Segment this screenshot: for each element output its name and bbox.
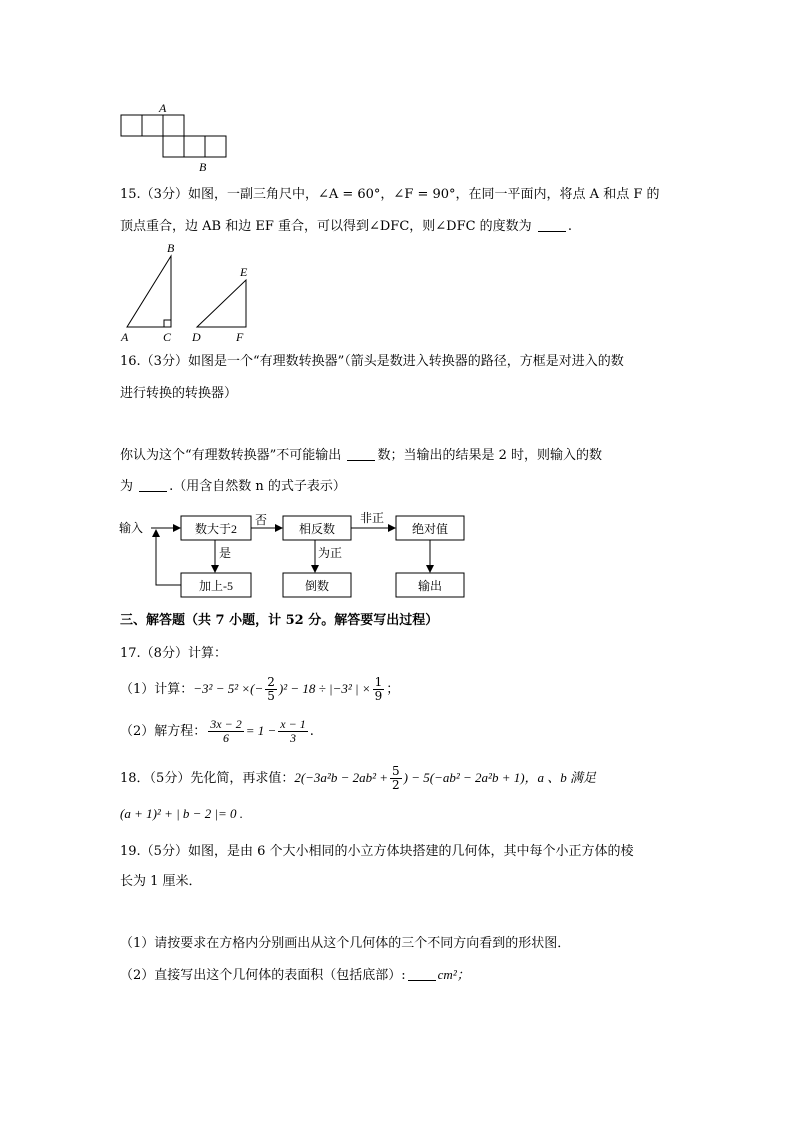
label-b: B bbox=[199, 160, 207, 174]
box-reciprocal-label: 倒数 bbox=[304, 579, 330, 593]
q16-line2: 进行转换的转换器） bbox=[120, 386, 238, 401]
label-a: A bbox=[121, 330, 129, 344]
q16-line4 bbox=[120, 478, 346, 496]
flow-positive-label: 为正 bbox=[318, 546, 343, 560]
q18-line1-text: 18．（5分）先化简，再求值： bbox=[120, 771, 295, 786]
q17-p2-mid: = 1 − bbox=[245, 723, 277, 738]
q18-line1-end: a 、b 满足 bbox=[537, 770, 597, 785]
answer-blank[interactable] bbox=[538, 219, 566, 232]
q17-p1-expr-b: )² − 18 ÷ |−3² | × bbox=[278, 681, 371, 696]
answer-blank[interactable] bbox=[347, 448, 375, 461]
right-angle-mark bbox=[164, 320, 171, 327]
grid-cell bbox=[205, 136, 226, 157]
q16-line1: 16.（3分）如图是一个“有理数转换器”（箭头是数进入转换器的路径，方框是对进入的数 bbox=[120, 354, 624, 369]
grid-cell bbox=[184, 136, 205, 157]
q16-line4-end: .（用含自然数 n 的式子表示） bbox=[169, 479, 346, 494]
q16-line3-mid: 数；当输出的结果是 2 时，则输入的数 bbox=[377, 448, 602, 463]
triangle-def bbox=[197, 280, 246, 327]
flow-non-positive-label: 非正 bbox=[360, 511, 385, 525]
label-c: C bbox=[163, 330, 172, 344]
q15-line2-end: . bbox=[567, 219, 572, 234]
triangle-abc bbox=[127, 256, 171, 327]
q16-line4-text: 为 bbox=[120, 479, 134, 494]
fraction: $\frac{5}{2}$ bbox=[392, 764, 400, 792]
q19-line1: 19.（5分）如图，是由 6 个大小相同的小立方体块搭建的几何体，其中每个小正方体的棱 bbox=[120, 844, 634, 859]
q16-line3 bbox=[120, 447, 602, 465]
q17-p1-expr-a: −3² − 5² ×(− bbox=[193, 681, 264, 696]
q18-expr-b: ) − 5(−ab² − 2a²b + 1)， bbox=[403, 770, 538, 785]
q18-expr-a: 2(−3a²b − 2ab² + bbox=[294, 770, 389, 785]
fraction: $\frac{1}{9}$ bbox=[374, 675, 383, 703]
q15-figure bbox=[115, 240, 265, 345]
q17-part1 bbox=[120, 676, 399, 703]
grid-cell bbox=[163, 136, 184, 157]
fraction: $\frac{x - 1}{3}$ bbox=[280, 717, 306, 745]
label-e: E bbox=[240, 265, 248, 279]
q17-p2-label: （2）解方程： bbox=[120, 724, 207, 739]
label-d: D bbox=[192, 330, 201, 344]
q17-p1-end: ； bbox=[386, 682, 400, 697]
q18-line2: (a + 1)² + | b − 2 |= 0 . bbox=[120, 806, 244, 821]
label-a: A bbox=[159, 101, 167, 115]
flow-input-label: 输入 bbox=[119, 521, 144, 535]
answer-blank[interactable] bbox=[408, 968, 436, 981]
q17-p2-end: . bbox=[309, 724, 314, 739]
q14-figure bbox=[115, 100, 240, 175]
q18-line1 bbox=[120, 765, 596, 792]
q16-flowchart bbox=[115, 505, 475, 605]
flow-yes-label: 是 bbox=[219, 546, 232, 560]
q17-p1-label: （1）计算： bbox=[120, 682, 194, 697]
box-output-label: 输出 bbox=[417, 579, 443, 593]
box-abs-label: 绝对值 bbox=[411, 522, 449, 536]
q16-line3-text: 你认为这个“有理数转换器”不可能输出 bbox=[120, 448, 342, 463]
answer-blank[interactable] bbox=[139, 479, 167, 492]
q19-p2-text: （2）直接写出这个几何体的表面积（包括底部）: bbox=[120, 968, 406, 983]
q19-part2 bbox=[120, 966, 470, 985]
q15-line2-text: 顶点重合，边 AB 和边 EF 重合，可以得到∠DFC，则∠DFC 的度数为 bbox=[120, 219, 532, 234]
label-b: B bbox=[167, 241, 175, 255]
q15-line2 bbox=[120, 218, 572, 236]
box-compare-label: 数大于2 bbox=[194, 522, 238, 536]
box-opposite-label: 相反数 bbox=[298, 522, 336, 536]
q17-part2 bbox=[120, 718, 314, 745]
q19-part1: （1）请按要求在方格内分别画出从这个几何体的三个不同方向看到的形状图． bbox=[120, 936, 571, 951]
arrow-loop bbox=[156, 530, 181, 585]
box-add-label: 加上-5 bbox=[199, 579, 233, 593]
q19-p2-unit: cm²； bbox=[437, 967, 470, 982]
q15-line1: 15.（3分）如图，一副三角尺中，∠A = 60°，∠F = 90°，在同一平面内，将点 A 和点 F 的 bbox=[120, 187, 660, 202]
section-title: 三、解答题（共 7 小题，计 52 分。解答要写出过程） bbox=[120, 613, 439, 628]
label-f: F bbox=[236, 330, 244, 344]
q19-line2: 长为 1 厘米． bbox=[120, 874, 202, 889]
q17-title: 17.（8分）计算： bbox=[120, 646, 227, 661]
flow-no-label: 否 bbox=[255, 513, 268, 527]
grid-cell bbox=[163, 115, 184, 136]
fraction: $\frac{3x - 2}{6}$ bbox=[210, 717, 242, 745]
grid-cell bbox=[121, 115, 142, 136]
grid-cell bbox=[142, 115, 163, 136]
fraction: $\frac{2}{5}$ bbox=[267, 675, 275, 703]
